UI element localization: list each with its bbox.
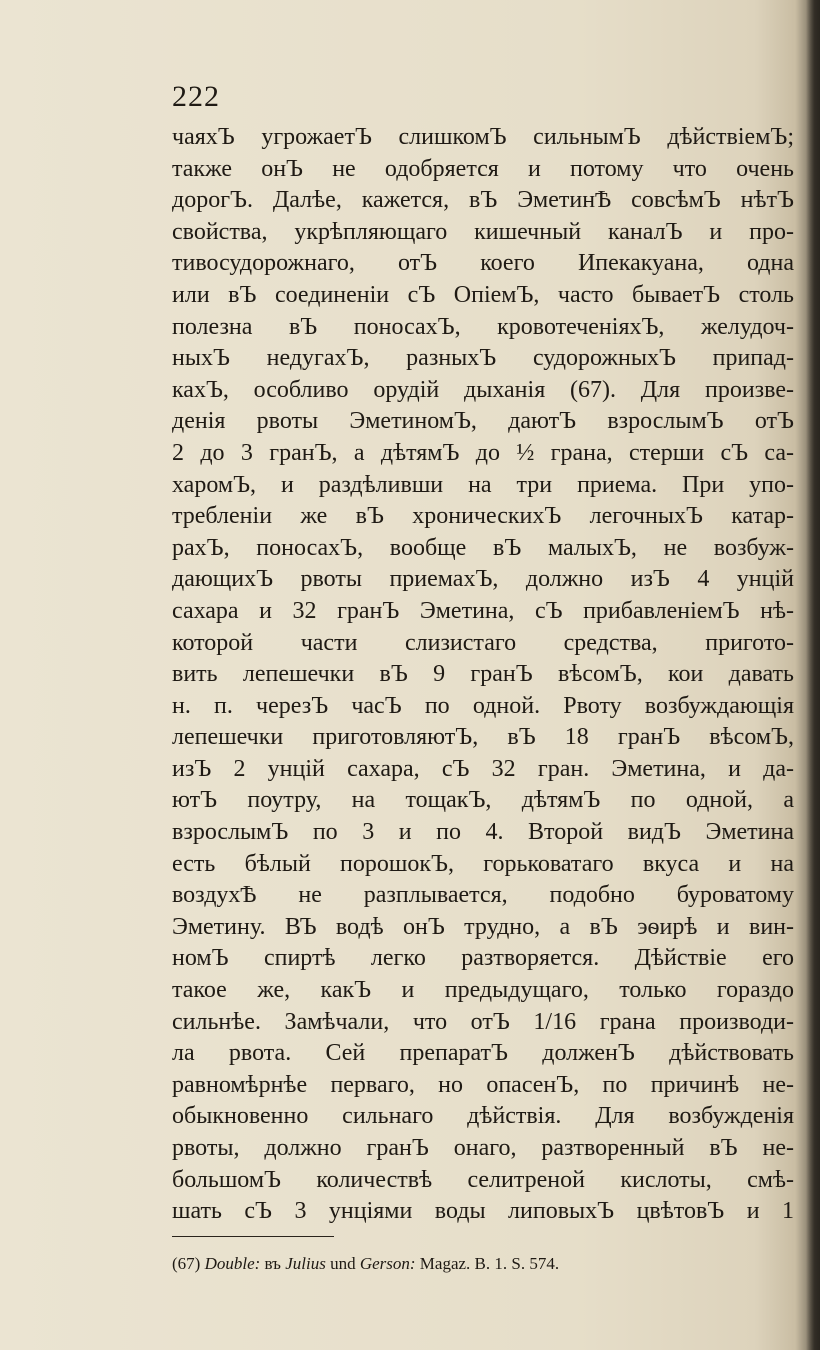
text-line: лепешечки приготовляютЪ, вЪ 18 гранЪ вѣсомЪ, <box>172 724 794 751</box>
page-edge-shadow <box>806 0 820 1350</box>
text-line: 2 до 3 гранЪ, а дѣтямЪ до ½ грана, стерши сЪ са- <box>172 439 794 466</box>
footnote-marker: (67) <box>172 1254 201 1273</box>
text-line: денія рвоты ЭметиномЪ, даютЪ взрослымЪ отЪ <box>172 408 794 435</box>
text-line: Эметину. ВЪ водѣ онЪ трудно, а вЪ эѳирѣ и вин- <box>172 913 794 940</box>
footnote-connector: въ <box>264 1254 281 1273</box>
text-line: тивосудорожнаго, отЪ коего Ипекакуана, одна <box>172 250 794 277</box>
text-line: ныхЪ недугахЪ, разныхЪ судорожныхЪ припад- <box>172 345 794 372</box>
text-line: свойства, укрѣпляющаго кишечный каналЪ и про- <box>172 218 794 245</box>
text-line: или вЪ соединеніи сЪ ОпіемЪ, часто бываетЪ столь <box>172 281 794 308</box>
text-line: дорогЪ. Далѣе, кажется, вЪ ЭметинѢ совсѣмЪ нѣтЪ <box>172 187 794 214</box>
text-line: сильнѣе. Замѣчали, что отЪ 1/16 грана производи- <box>172 1008 794 1035</box>
text-line: равномѣрнѣе перваго, но опасенЪ, по причинѣ не- <box>172 1071 794 1098</box>
text-line: большомЪ количествѣ селитреной кислоты, смѣ- <box>172 1166 794 1193</box>
text-line: взрослымЪ по 3 и по 4. Второй видЪ Эметина <box>172 819 794 846</box>
footnote-source-b: Gerson: <box>359 1254 416 1273</box>
footnote-citation: Magaz. B. 1. S. 574. <box>419 1254 560 1273</box>
text-line: такое же, какЪ и предыдущаго, только гораздо <box>172 977 794 1004</box>
footnote-divider <box>172 1236 334 1237</box>
text-line: рвоты, должно гранЪ онаго, разтворенный вЪ не- <box>172 1135 794 1161</box>
text-line: харомЪ, и раздѣливши на три приема. При упо- <box>172 471 794 498</box>
footnote-and: und <box>330 1254 356 1273</box>
text-line: ютЪ поутру, на тощакЪ, дѣтямЪ по одной, а <box>172 787 794 814</box>
text-line: чаяхЪ угрожаетЪ слишкомЪ сильнымЪ дѣйствіемЪ; <box>172 124 794 150</box>
text-line: сахара и 32 гранЪ Эметина, сЪ прибавленіемЪ нѣ- <box>172 597 794 624</box>
text-line: обыкновенно сильнаго дѣйствія. Для возбужденія <box>172 1103 794 1130</box>
text-line: воздухѢ не разплывается, подобно буроватому <box>172 882 794 909</box>
text-line: номЪ спиртѣ легко разтворяется. Дѣйствіе его <box>172 945 794 972</box>
footnote-source-a: Julius <box>285 1254 326 1273</box>
text-line: требленіи же вЪ хроническихЪ легочныхЪ катар- <box>172 503 794 530</box>
text-line: есть бѣлый порошокЪ, горьковатаго вкуса и на <box>172 850 794 877</box>
body-text <box>172 122 794 1228</box>
text-line: дающихЪ рвоты приемахЪ, должно изЪ 4 унцій <box>172 566 794 593</box>
text-line: рахЪ, поносахЪ, вообще вЪ малыхЪ, не возбуж- <box>172 534 794 561</box>
page-number: 222 <box>172 80 220 113</box>
text-line: шать сЪ 3 унціями воды липовыхЪ цвѣтовЪ и 1 <box>172 1198 794 1225</box>
text-line: также онЪ не одобряется и потому что очень <box>172 155 794 182</box>
text-line: вить лепешечки вЪ 9 гранЪ вѣсомЪ, кои давать <box>172 661 794 688</box>
text-line: ла рвота. Сей препаратЪ долженЪ дѣйствовать <box>172 1040 794 1067</box>
text-line: н. п. черезЪ часЪ по одной. Рвоту возбуждающія <box>172 692 794 719</box>
text-line: изЪ 2 унцій сахара, сЪ 32 гран. Эметина, и да- <box>172 755 794 782</box>
footnote <box>172 1252 772 1276</box>
text-line: которой части слизистаго средства, пригото- <box>172 629 794 656</box>
text-line: полезна вЪ поносахЪ, кровотеченіяхЪ, желудоч- <box>172 313 794 340</box>
footnote-author: Double: <box>204 1254 261 1273</box>
text-line: кахЪ, особливо орудій дыханія (67). Для произве- <box>172 376 794 403</box>
